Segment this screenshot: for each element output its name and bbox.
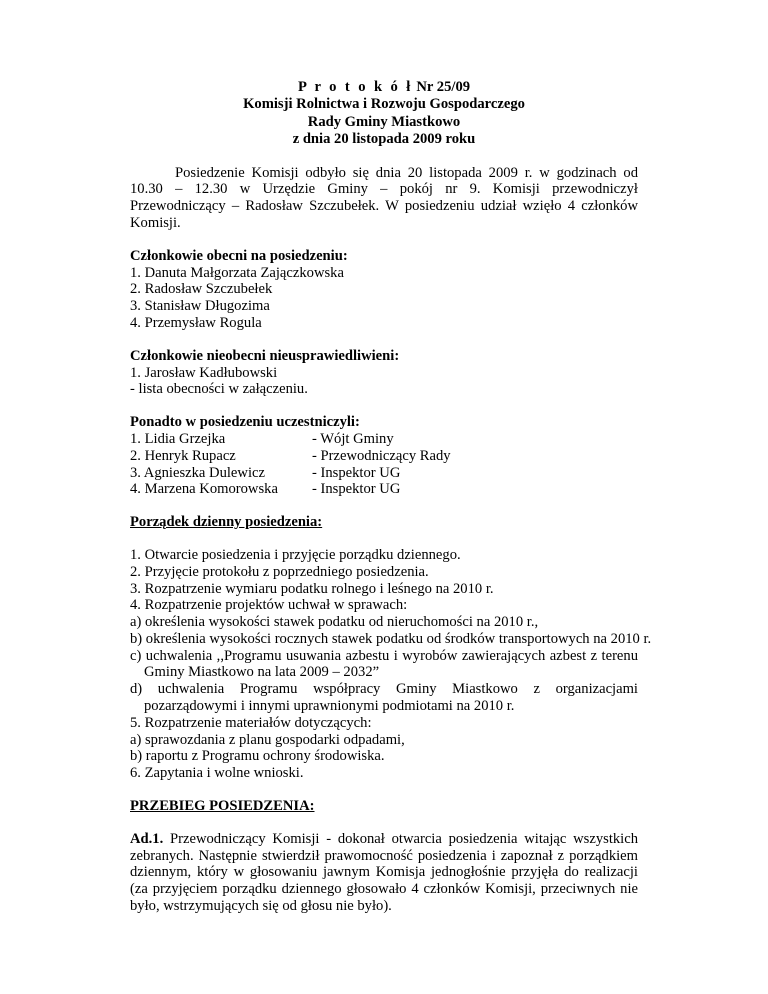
agenda-item: b) określenia wysokości rocznych stawek podatku od środków transportowych na 2010 r. [130, 630, 652, 647]
agenda-item: 3. Rozpatrzenie wymiaru podatku rolnego i leśnego na 2010 r. [130, 580, 494, 597]
attendees-list [130, 431, 638, 498]
agenda-item: 6. Zapytania i wolne wnioski. [130, 765, 304, 782]
absent-heading: Członkowie nieobecni nieusprawiedliwieni: [130, 347, 400, 364]
agenda-item: a) określenia wysokości stawek podatku od nieruchomości na 2010 r., [130, 614, 539, 631]
ad1-paragraph [130, 831, 638, 915]
attendee-role: - Wójt Gminy [312, 430, 394, 447]
ad1-label: Ad.1. [130, 830, 164, 847]
list-item: - lista obecności w załączeniu. [130, 381, 308, 398]
agenda-item: 2. Przyjęcie protokołu z poprzedniego posiedzenia. [130, 563, 429, 580]
agenda-item: d) uchwalenia Programu współpracy Gminy Miastkowo z organizacjami pozarządowymi i innymi uprawnionymi podmiotami na 2010 r. [130, 681, 638, 715]
agenda-item: a) sprawozdania z planu gospodarki odpadami, [130, 731, 405, 748]
attendee-role: - Inspektor UG [312, 464, 401, 481]
meeting-date: z dnia 20 listopada 2009 roku [292, 131, 476, 148]
agenda-list [130, 546, 652, 782]
ad1-text: Przewodniczący Komisji - dokonał otwarcia posiedzenia witając wszystkich zebranych. Następnie stwierdził prawomocność posiedzenia i zapoznał z porządkiem dziennym, który w głosowaniu jawnym Komisja jednogłośnie przyjęła do realizacji (za przyjęciem porządku dziennego głosowało 4 członków Komisji, przeciwnych nie było, wstrzymujących się od głosu nie było). [130, 830, 638, 915]
attendees-heading: Ponadto w posiedzeniu uczestniczyli: [130, 414, 360, 431]
list-item: 1. Jarosław Kadłubowski [130, 364, 278, 381]
attendee-name: 3. Agnieszka Dulewicz [130, 464, 265, 481]
intro-paragraph: Posiedzenie Komisji odbyło się dnia 20 listopada 2009 r. w godzinach od 10.30 – 12.30 w Urzędzie Gminy – pokój nr 9. Komisji przewodniczył Przewodniczący – Radosław Szczubełek. W posiedzeniu udział wzięło 4 członków Komisji. [130, 164, 638, 231]
attendee-name: 2. Henryk Rupacz [130, 447, 236, 464]
council-name: Rady Gminy Miastkowo [307, 113, 461, 130]
document-header [130, 79, 638, 149]
attendee-row [130, 431, 638, 448]
protocol-prefix: P r o t o k ó ł [297, 79, 413, 95]
attendee-row [130, 481, 638, 498]
attendee-name: 4. Marzena Komorowska [130, 481, 278, 498]
present-heading: Członkowie obecni na posiedzeniu: [130, 247, 348, 264]
attendee-role: - Inspektor UG [312, 481, 401, 498]
list-item: 4. Przemysław Rogula [130, 314, 262, 331]
protocol-title [130, 79, 638, 96]
attendee-name: 1. Lidia Grzejka [130, 430, 226, 447]
list-item: 2. Radosław Szczubełek [130, 281, 273, 298]
proceedings-heading: PRZEBIEG POSIEDZENIA: [130, 798, 315, 815]
agenda-item: 4. Rozpatrzenie projektów uchwał w sprawach: [130, 597, 408, 614]
agenda-item: b) raportu z Programu ochrony środowiska. [130, 748, 385, 765]
absent-list [130, 365, 638, 399]
agenda-item: c) uchwalenia ,,Programu usuwania azbestu i wyrobów zawierających azbest z terenu Gminy Miastkowo na lata 2009 – 2032” [130, 647, 638, 681]
committee-name: Komisji Rolnictwa i Rozwoju Gospodarczego [243, 96, 525, 113]
protocol-number: Nr 25/09 [416, 79, 471, 95]
attendee-row [130, 448, 638, 465]
agenda-item: 1. Otwarcie posiedzenia i przyjęcie porządku dziennego. [130, 546, 461, 563]
present-list [130, 265, 638, 332]
attendee-row [130, 465, 638, 482]
list-item: 1. Danuta Małgorzata Zajączkowska [130, 264, 344, 281]
attendee-role: - Przewodniczący Rady [312, 447, 451, 464]
agenda-heading: Porządek dzienny posiedzenia: [130, 514, 323, 531]
document-content [130, 79, 652, 915]
agenda-item: 5. Rozpatrzenie materiałów dotyczących: [130, 714, 372, 731]
list-item: 3. Stanisław Długozima [130, 298, 270, 315]
